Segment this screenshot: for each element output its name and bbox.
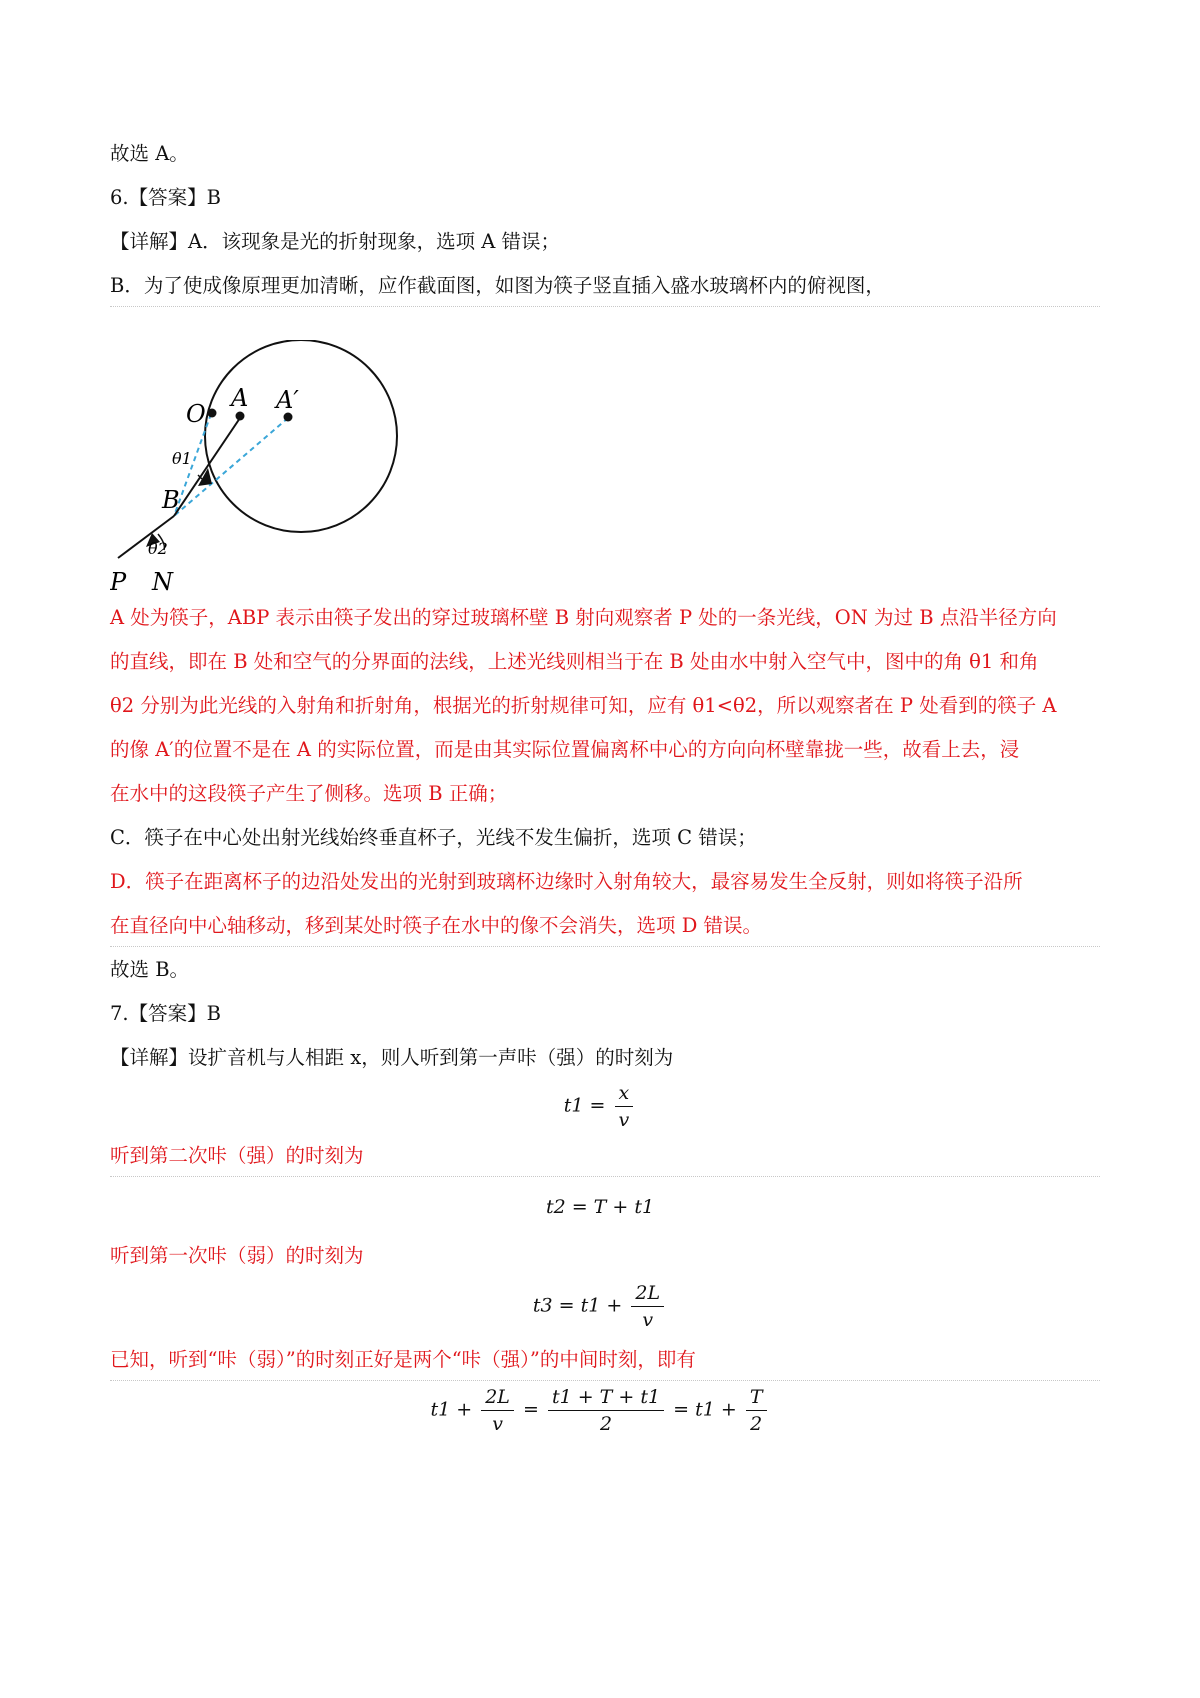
- numerator: 2L: [631, 1282, 664, 1307]
- dotted-divider: [110, 1380, 1100, 1381]
- equation-3: [0, 1282, 1200, 1331]
- fraction: [746, 1386, 767, 1435]
- label-A-prime: A′: [276, 386, 299, 414]
- numerator: x: [615, 1082, 634, 1107]
- text-line: 听到第一次咔（弱）的时刻为: [110, 1244, 364, 1267]
- denominator: 2: [750, 1413, 763, 1435]
- text-line: B．为了使成像原理更加清晰，应作截面图，如图为筷子竖直插入盛水玻璃杯内的俯视图，: [110, 274, 885, 297]
- eq4-part: t1 +: [430, 1398, 473, 1421]
- fraction: [548, 1386, 664, 1435]
- answer-7: 7.【答案】B: [110, 1002, 221, 1025]
- dotted-divider: [110, 306, 1100, 307]
- text-line: 在水中的这段筷子产生了侧移。选项 B 正确；: [110, 782, 508, 805]
- label-P: P: [110, 568, 127, 596]
- point-O: [208, 409, 217, 418]
- label-theta1: θ1: [172, 449, 192, 468]
- equation-2: t2 = T + t1: [545, 1196, 655, 1218]
- text-line: 已知，听到“咔（弱）”的时刻正好是两个“咔（强）”的中间时刻，即有: [110, 1348, 696, 1371]
- numerator: t1 + T + t1: [548, 1386, 664, 1411]
- denominator: v: [618, 1109, 630, 1131]
- glass-cross-section: [205, 340, 397, 532]
- text-line: 听到第二次咔（强）的时刻为: [110, 1144, 364, 1167]
- label-B: B: [162, 486, 180, 514]
- fraction: [631, 1282, 664, 1331]
- equation-1: t1 = $\frac{x}{v}$: [0, 1082, 1200, 1131]
- denominator: v: [642, 1309, 654, 1331]
- eq3-lhs: t3 = t1 +: [532, 1294, 623, 1317]
- text-line: 【详解】A．该现象是光的折射现象，选项 A 错误；: [110, 230, 561, 253]
- text-line: D．筷子在距离杯子的边沿处发出的光射到玻璃杯边缘时入射角较大，最容易发生全反射，则如将筷子沿所: [110, 870, 1023, 893]
- fraction: [615, 1082, 634, 1131]
- eq1-lhs: t1: [563, 1094, 584, 1117]
- label-theta2: θ2: [148, 539, 168, 558]
- numerator: T: [746, 1386, 767, 1411]
- text-line: 故选 B。: [110, 958, 190, 981]
- text-line: 的直线，即在 B 处和空气的分界面的法线，上述光线则相当于在 B 处由水中射入空气中，图中的角 θ1 和角: [110, 650, 1039, 673]
- text-line: A 处为筷子，ABP 表示由筷子发出的穿过玻璃杯壁 B 射向观察者 P 处的一条光线，ON 为过 B 点沿半径方向: [110, 606, 1057, 629]
- fraction: [481, 1386, 514, 1435]
- denominator: v: [492, 1413, 503, 1435]
- label-N: N: [152, 568, 173, 596]
- chopstick-refraction-diagram: [110, 340, 430, 640]
- label-A: A: [231, 384, 249, 412]
- dotted-divider: [110, 1176, 1100, 1177]
- eq4-part: = t1 +: [673, 1398, 737, 1421]
- dotted-divider: [110, 946, 1100, 947]
- denominator: 2: [599, 1413, 613, 1435]
- text-line: 在直径向中心轴移动，移到某处时筷子在水中的像不会消失，选项 D 错误。: [110, 914, 763, 937]
- text-line: 【详解】设扩音机与人相距 x，则人听到第一声咔（强）的时刻为: [110, 1046, 674, 1069]
- label-O: O: [186, 400, 206, 428]
- text-line: C．筷子在中心处出射光线始终垂直杯子，光线不发生偏折，选项 C 错误；: [110, 826, 757, 849]
- point-A: [236, 412, 245, 421]
- text-line: 故选 A。: [110, 142, 189, 165]
- equation-4: t1 + $\frac{2L}{v}$ = $\frac{t1 + T + t1}{2}$ = t1 + $\frac{T}{2}$: [0, 1386, 1200, 1435]
- answer-6: 6.【答案】B: [110, 186, 221, 209]
- text-line: θ2 分别为此光线的入射角和折射角，根据光的折射规律可知，应有 θ1<θ2，所以观察者在 P 处看到的筷子 A: [110, 694, 1057, 717]
- text-line: 的像 A′的位置不是在 A 的实际位置，而是由其实际位置偏离杯中心的方向向杯壁靠拢一些，故看上去，浸: [110, 738, 1020, 761]
- numerator: 2L: [481, 1386, 514, 1411]
